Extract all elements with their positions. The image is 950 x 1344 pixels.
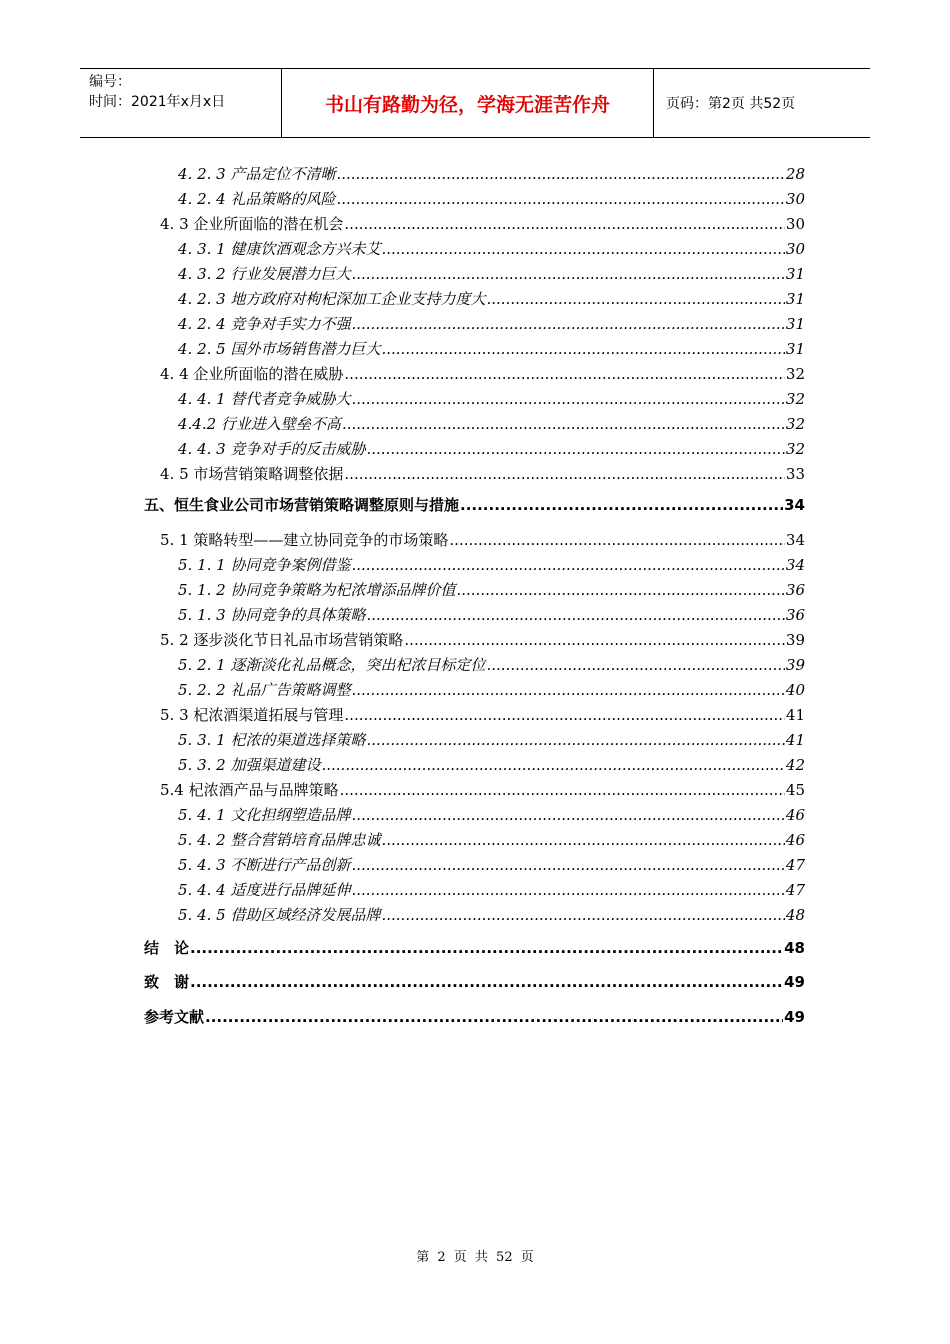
toc-entry-title: 5. 1 策略转型——建立协同竞争的市场策略 — [160, 531, 449, 549]
toc-leader-dots — [351, 681, 784, 699]
toc-entry-title: 5. 3. 2 加强渠道建设 — [178, 756, 321, 774]
toc-entry-title: 5. 4. 3 不断进行产品创新 — [178, 856, 351, 874]
toc-entry-page: 28 — [785, 165, 805, 183]
toc-entry-title: 五、恒生食业公司市场营销策略调整原则与措施 — [144, 496, 460, 514]
toc-entry[interactable] — [178, 579, 805, 600]
toc-entry[interactable] — [144, 1006, 805, 1027]
toc-entry[interactable] — [178, 438, 805, 459]
toc-entry[interactable] — [160, 363, 805, 384]
page-footer: 第 2 页 共 52 页 — [416, 1250, 534, 1265]
toc-entry[interactable] — [160, 779, 805, 800]
toc-leader-dots — [190, 939, 783, 957]
toc-leader-dots — [381, 240, 784, 258]
toc-entry-title: 5. 2. 2 礼品广告策略调整 — [178, 681, 351, 699]
toc-entry-page: 39 — [785, 631, 805, 649]
toc-entry[interactable] — [160, 629, 805, 650]
toc-entry-page: 47 — [785, 856, 805, 874]
toc-entry-title: 4. 4. 3 竞争对手的反击威胁 — [178, 440, 366, 458]
toc-entry-title: 4. 2. 5 国外市场销售潜力巨大 — [178, 340, 381, 358]
toc-entry-title: 4. 3 企业所面临的潜在机会 — [160, 215, 344, 233]
toc-entry-page: 40 — [785, 681, 805, 699]
toc-entry-page: 46 — [785, 806, 805, 824]
toc-entry[interactable] — [160, 704, 805, 725]
toc-leader-dots — [344, 465, 785, 483]
toc-entry[interactable] — [178, 754, 805, 775]
toc-entry-page: 30 — [785, 190, 805, 208]
toc-leader-dots — [344, 215, 785, 233]
toc-entry[interactable] — [178, 604, 805, 625]
toc-entry-title: 4. 2. 3 产品定位不清晰 — [178, 165, 336, 183]
toc-entry-title: 4. 5 市场营销策略调整依据 — [160, 465, 344, 483]
toc-leader-dots — [336, 190, 784, 208]
toc-leader-dots — [366, 731, 784, 749]
toc-entry[interactable] — [178, 904, 805, 925]
toc-entry-title: 5. 2. 1 逐渐淡化礼品概念，突出杞浓目标定位 — [178, 656, 486, 674]
toc-entry-page: 49 — [784, 1008, 805, 1026]
toc-entry-title: 4. 4. 1 替代者竞争威胁大 — [178, 390, 351, 408]
header-motto: 书山有路勤为径，学海无涯苦作舟 — [282, 69, 654, 137]
toc-entry-title: 5. 4. 5 借助区域经济发展品牌 — [178, 906, 381, 924]
toc-entry-page: 32 — [785, 440, 805, 458]
toc-entry-title: 4. 3. 1 健康饮酒观念方兴未艾 — [178, 240, 381, 258]
toc-leader-dots — [456, 581, 784, 599]
toc-leader-dots — [351, 856, 784, 874]
toc-leader-dots — [344, 706, 785, 724]
toc-leader-dots — [351, 556, 784, 574]
toc-entry-page: 34 — [784, 496, 805, 514]
toc-entry-title: 5. 3 杞浓酒渠道拓展与管理 — [160, 706, 344, 724]
toc-leader-dots — [366, 606, 784, 624]
toc-entry-page: 46 — [785, 831, 805, 849]
toc-entry[interactable] — [178, 338, 805, 359]
toc-leader-dots — [381, 340, 784, 358]
toc-leader-dots — [404, 631, 785, 649]
toc-entry-title: 5. 2 逐步淡化节日礼品市场营销策略 — [160, 631, 404, 649]
toc-entry-page: 49 — [784, 973, 805, 991]
toc-entry[interactable] — [178, 288, 805, 309]
toc-entry-page: 36 — [785, 606, 805, 624]
toc-entry[interactable] — [144, 937, 805, 958]
toc-entry-page: 41 — [785, 706, 805, 724]
header-meta — [80, 69, 282, 137]
toc-entry-page: 41 — [785, 731, 805, 749]
toc-entry-title: 5. 1. 3 协同竞争的具体策略 — [178, 606, 366, 624]
toc-entry[interactable] — [160, 463, 805, 484]
toc-entry-page: 34 — [785, 531, 805, 549]
toc-entry-title: 4.4.2 行业进入壁垒不高 — [178, 415, 341, 433]
toc-leader-dots — [351, 390, 784, 408]
toc-leader-dots — [342, 415, 785, 433]
header-time: 时间：2021年x月x日 — [89, 94, 226, 110]
toc-entry-title: 4. 2. 4 竞争对手实力不强 — [178, 315, 351, 333]
toc-entry[interactable] — [144, 494, 805, 515]
toc-leader-dots — [190, 973, 783, 991]
toc-entry[interactable] — [178, 188, 805, 209]
toc-entry[interactable] — [178, 854, 805, 875]
toc-entry-title: 5. 1. 1 协同竞争案例借鉴 — [178, 556, 351, 574]
toc-entry[interactable] — [178, 654, 805, 675]
toc-entry[interactable] — [178, 729, 805, 750]
toc-entry-page: 31 — [785, 290, 805, 308]
toc-entry-page: 47 — [785, 881, 805, 899]
toc-entry[interactable] — [178, 804, 805, 825]
toc-entry[interactable] — [178, 554, 805, 575]
toc-entry-page: 32 — [785, 365, 805, 383]
toc-leader-dots — [366, 440, 784, 458]
toc-leader-dots — [381, 906, 784, 924]
toc-entry-title: 4. 3. 2 行业发展潜力巨大 — [178, 265, 351, 283]
toc-entry-page: 48 — [784, 939, 805, 957]
toc-entry-title: 5. 4. 2 整合营销培育品牌忠诚 — [178, 831, 381, 849]
toc-entry[interactable] — [178, 413, 805, 434]
toc-leader-dots — [336, 165, 784, 183]
toc-entry-page: 42 — [785, 756, 805, 774]
toc-entry-page: 30 — [785, 240, 805, 258]
toc-entry-page: 32 — [785, 415, 805, 433]
toc-entry-page: 34 — [785, 556, 805, 574]
toc-leader-dots — [351, 881, 784, 899]
toc-entry-page: 31 — [785, 340, 805, 358]
toc-entry[interactable] — [178, 163, 805, 184]
toc-entry-title: 结 论 — [144, 939, 190, 957]
toc-entry-title: 5. 4. 1 文化担纲塑造品牌 — [178, 806, 351, 824]
toc-leader-dots — [486, 656, 784, 674]
toc-entry-title: 5. 3. 1 杞浓的渠道选择策略 — [178, 731, 366, 749]
toc-entry-title: 5.4 杞浓酒产品与品牌策略 — [160, 781, 339, 799]
toc-entry-title: 5. 1. 2 协同竞争策略为杞浓增添品牌价值 — [178, 581, 456, 599]
toc-entry-page: 45 — [785, 781, 805, 799]
toc-entry-title: 参考文献 — [144, 1008, 205, 1026]
header-page-info: 页码：第2页 共52页 — [666, 96, 796, 112]
toc-entry-page: 32 — [785, 390, 805, 408]
toc-entry[interactable] — [178, 679, 805, 700]
toc-entry-page: 31 — [785, 265, 805, 283]
toc-entry[interactable] — [144, 971, 805, 992]
toc-entry[interactable] — [160, 213, 805, 234]
toc-leader-dots — [381, 831, 784, 849]
toc-entry[interactable] — [160, 529, 805, 550]
toc-entry-page: 39 — [785, 656, 805, 674]
toc-entry[interactable] — [178, 313, 805, 334]
toc-entry-page: 48 — [785, 906, 805, 924]
toc-leader-dots — [340, 781, 785, 799]
toc-entry-title: 4. 2. 3 地方政府对枸杞深加工企业支持力度大 — [178, 290, 486, 308]
toc-leader-dots — [351, 265, 784, 283]
toc-entry[interactable] — [178, 238, 805, 259]
toc-entry-page: 36 — [785, 581, 805, 599]
toc-entry-title: 4. 2. 4 礼品策略的风险 — [178, 190, 336, 208]
toc-leader-dots — [449, 531, 785, 549]
toc-entry-page: 33 — [785, 465, 805, 483]
toc-entry-page: 30 — [785, 215, 805, 233]
toc-leader-dots — [351, 806, 784, 824]
toc-leader-dots — [460, 496, 783, 514]
toc-leader-dots — [205, 1008, 783, 1026]
toc-leader-dots — [486, 290, 784, 308]
toc-leader-dots — [321, 756, 784, 774]
header-number: 编号： — [89, 74, 131, 90]
toc-entry-title: 4. 4 企业所面临的潜在威胁 — [160, 365, 344, 383]
toc-entry[interactable] — [178, 263, 805, 284]
toc-entry[interactable] — [178, 879, 805, 900]
toc-leader-dots — [351, 315, 784, 333]
toc-entry-title: 5. 4. 4 适度进行品牌延伸 — [178, 881, 351, 899]
page-header — [80, 68, 870, 138]
toc-leader-dots — [344, 365, 785, 383]
toc-entry[interactable] — [178, 829, 805, 850]
toc-entry-page: 31 — [785, 315, 805, 333]
toc-entry-title: 致 谢 — [144, 973, 190, 991]
toc-entry[interactable] — [178, 388, 805, 409]
